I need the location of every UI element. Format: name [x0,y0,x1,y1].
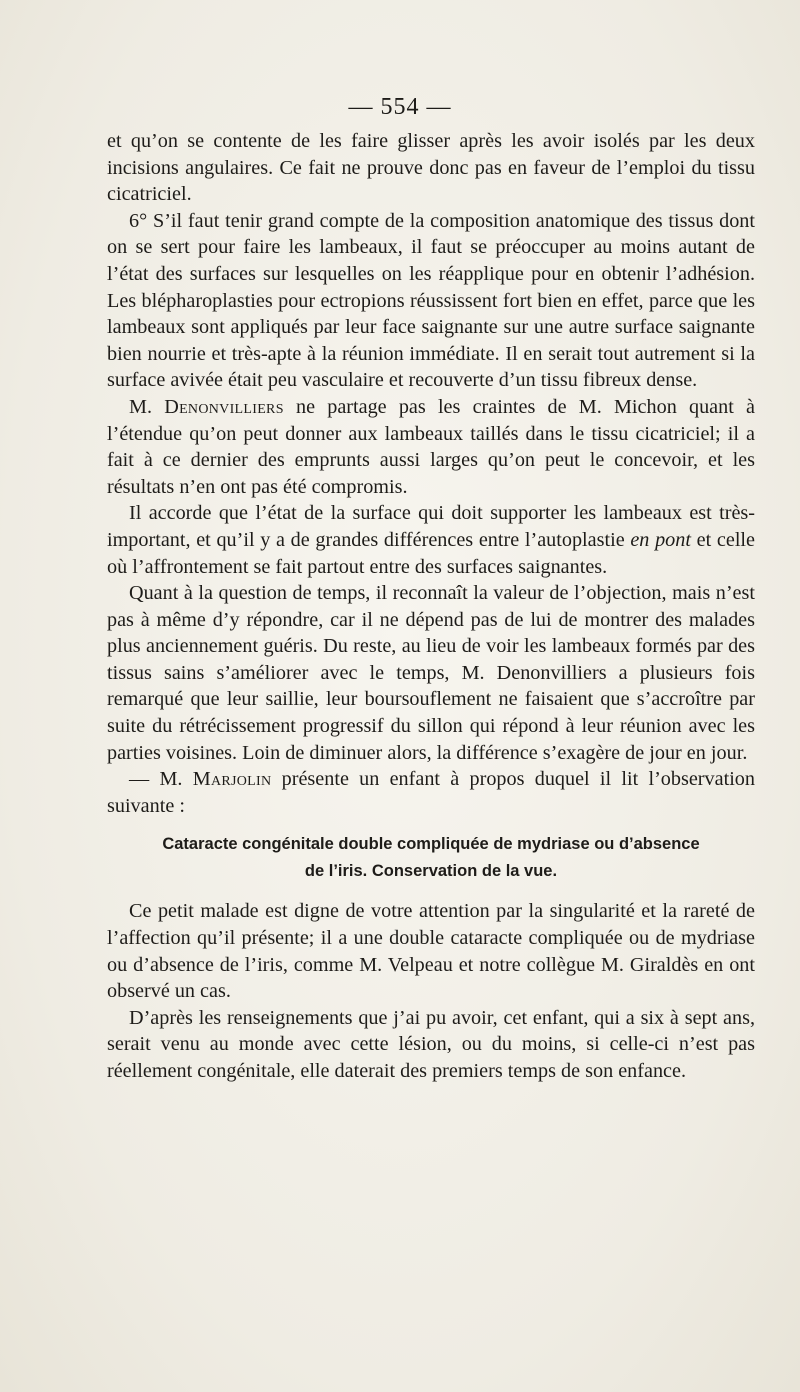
paragraph-3 [107,394,755,500]
body-text [107,128,755,1085]
paragraph-3-pre: M. [129,395,165,418]
paragraph-3-post: ne partage pas les craintes de M. Michon quant à l’étendue qu’on peut donner aux lambeaux taillés dans le tissu cicatriciel; il a fait à ce dernier des emprunts aussi larges qu’on peut le concevoir, et les résultats n’en ont pas été compromis. [107,395,755,498]
paragraph-1: et qu’on se contente de les faire glisser après les avoir isolés par les deux incisions angulaires. Ce fait ne prouve donc pas en faveur de l’emploi du tissu cicatriciel. [107,130,755,206]
paragraph-5: Quant à la question de temps, il reconnaît la valeur de l’objection, mais n’est pas à même d’y répondre, car il ne dépend pas de lui de montrer des malades plus anciennement guéris. Du reste, au lieu de voir les lambeaux formés par des tissus sains s’améliorer avec le temps, M. Denonvilliers a plusieurs fois remarqué que leur saillie, leur boursouflement ne faisaient que s’accroître par suite du rétrécissement progressif du sillon qui répond à leur réunion avec les parties voisines. Loin de diminuer alors, la différence s’exagère de jour en jour. [107,582,755,764]
paragraph-2: 6° S’il faut tenir grand compte de la composition anatomique des tissus dont on se sert pour faire les lambeaux, il faut se préoccuper au moins autant de l’état des surfaces sur lesquelles on les réapplique pour en obtenir l’adhésion. Les blépharoplasties pour ectropions réussissent fort bien en effet, parce que les lambeaux sont appliqués par leur face saignante sur une autre surface saignante bien nourrie et très-apte à la réunion immédiate. Il en serait tout autrement si la surface avivée était peu vasculaire et recouverte d’un tissu fibreux dense. [107,209,755,392]
author-marjolin: Marjolin [192,768,272,791]
paragraph-4-italic: en pont [630,528,691,551]
paragraph-6-pre: — M. [129,768,193,791]
paragraph-4-post: et celle où l’affrontement se fait partout entre des surfaces saignantes. [107,528,755,578]
page-number: — 554 — [348,94,452,120]
paragraph-6 [107,766,755,819]
paragraph-4 [107,500,755,580]
section-heading [107,831,755,885]
paragraph-8: D’après les renseignements que j’ai pu avoir, cet enfant, qui a six à sept ans, serait venu au monde avec cette lésion, ou du moins, si celle-ci n’est pas réellement congénitale, elle daterait des premiers temps de son enfance. [107,1006,755,1082]
section-heading-line-1: Cataracte congénitale double compliquée de mydriase ou d’absence [162,835,700,854]
author-denonvilliers: Denonvilliers [164,395,284,418]
paragraph-6-post: présente un enfant à propos duquel il lit l’observation suivante : [107,768,755,817]
paragraph-7: Ce petit malade est digne de votre attention par la singularité et la rareté de l’affection qu’il présente; il a une double cataracte compliquée ou de mydriase ou d’absence de l’iris, comme M. Velpeau et notre collègue M. Giraldès en ont observé un cas. [107,900,755,1003]
paragraph-4-pre: Il accorde que l’état de la surface qui doit supporter les lambeaux est très-important, et qu’il y a de grandes différences entre l’autoplastie [107,502,755,551]
section-heading-line-2: de l’iris. Conservation de la vue. [304,862,558,881]
